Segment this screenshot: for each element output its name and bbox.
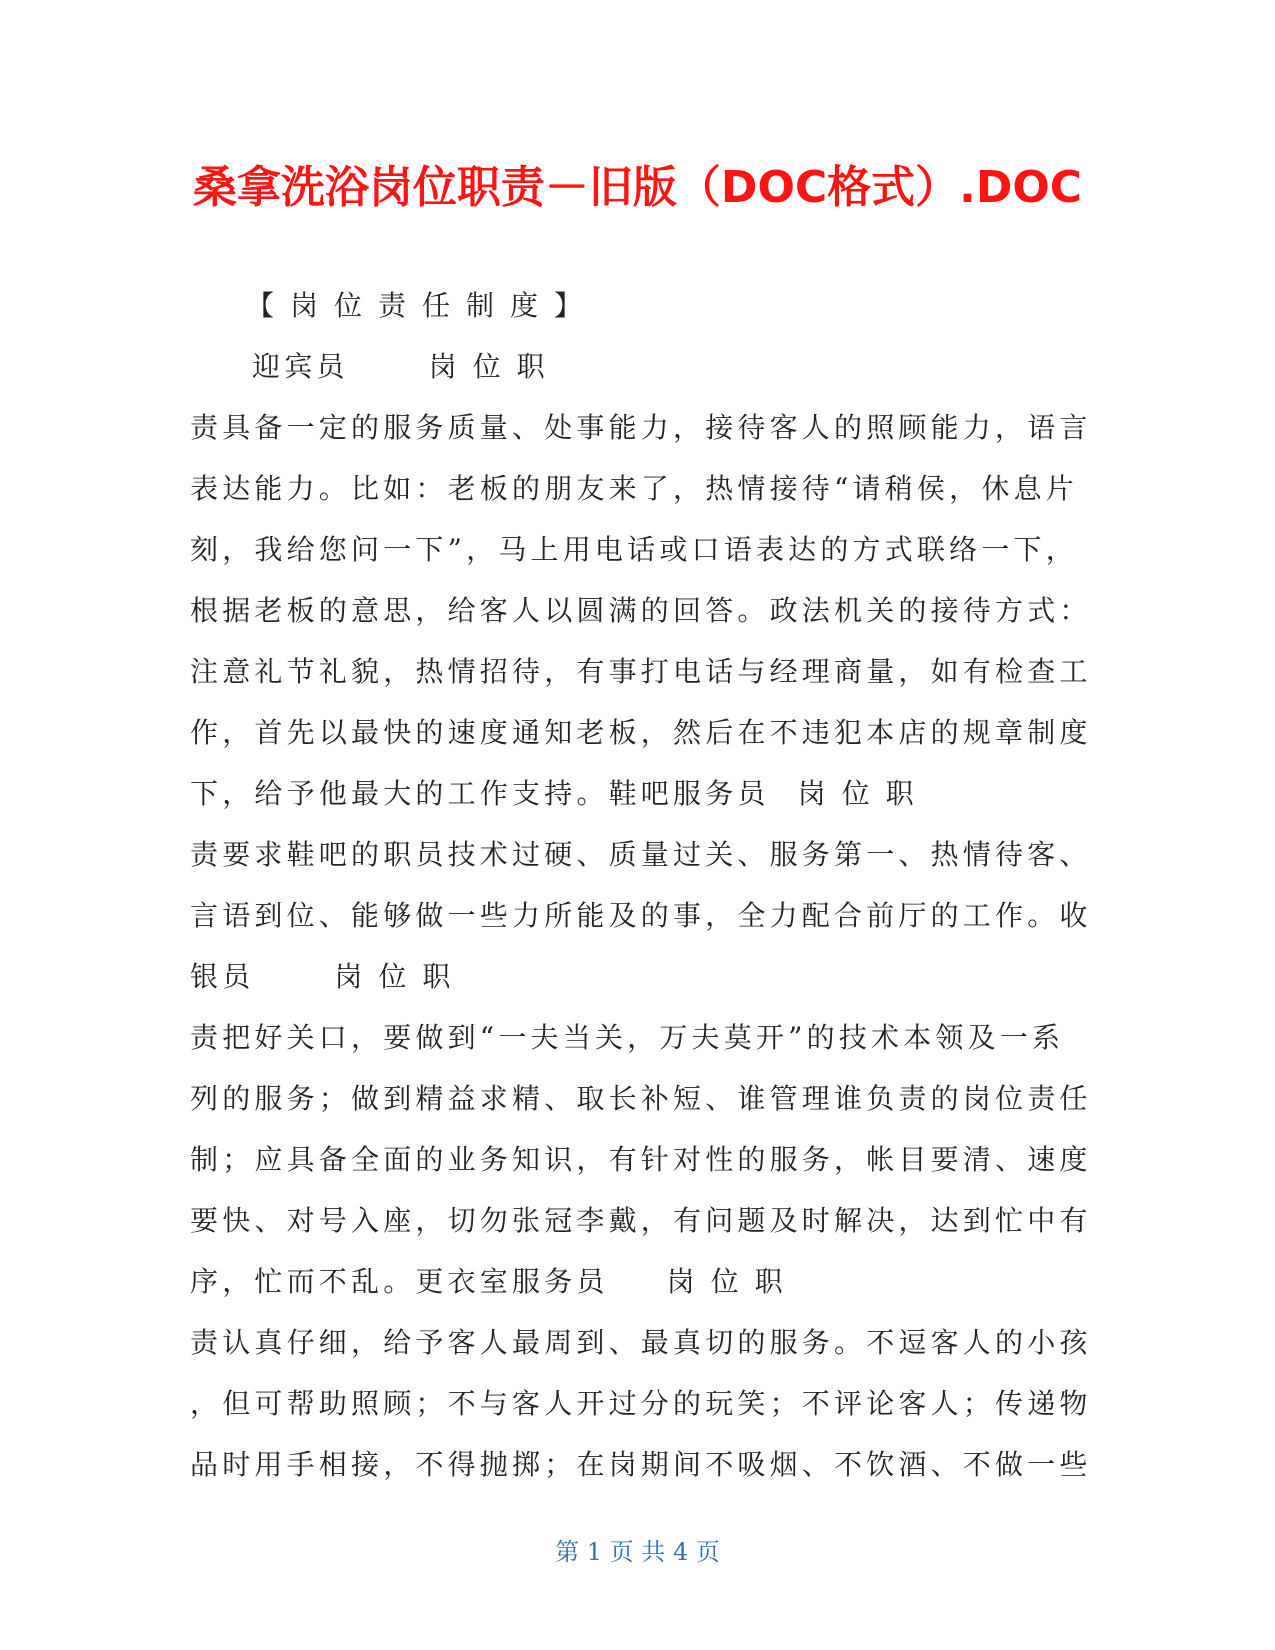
page-number-label: 第 1 页 共 4 页 <box>555 1538 720 1566</box>
document-body <box>190 275 1092 1495</box>
section-heading: 【岗位责任制度】 <box>246 289 599 322</box>
page-footer <box>0 1536 1275 1568</box>
paragraph-line: 刻，我给您问一下”，马上用电话或口语表达的方式联络一下， <box>190 533 1078 566</box>
paragraph-line <box>190 885 1092 946</box>
role-tag: 岗位职 <box>428 350 561 383</box>
role-label: 迎宾员 <box>252 350 349 383</box>
document-title: 桑拿洗浴岗位职责－旧版（DOC格式）.DOC <box>192 162 1083 213</box>
role-line-greeter <box>190 336 1070 397</box>
role-label: 鞋吧服务员 <box>608 777 770 810</box>
role-label: 银员 <box>190 960 255 993</box>
paragraph-line: 责具备一定的服务质量、处事能力，接待客人的照顾能力，语言 <box>190 411 1092 444</box>
paragraph-line <box>190 763 1070 824</box>
paragraph-line: 责把好关口，要做到“一夫当关，万夫莫开”的技术本领及一系 <box>190 1021 1065 1054</box>
role-label: 更衣室服务员 <box>415 1265 609 1298</box>
paragraph-line: 要快、对号入座，切勿张冠李戴，有问题及时解决，达到忙中有 <box>190 1204 1092 1237</box>
role-tag: 岗位职 <box>797 777 930 810</box>
paragraph-text: 言语到位、能够做一些力所能及的事，全力配合前厅的工作。 <box>190 899 1060 932</box>
paragraph-line: 根据老板的意思，给客人以圆满的回答。政法机关的接待方式： <box>190 594 1092 627</box>
paragraph-line: 列的服务；做到精益求精、取长补短、谁管理谁负责的岗位责任 <box>190 1082 1092 1115</box>
paragraph-line <box>190 1251 1070 1312</box>
paragraph-line: 责认真仔细，给予客人最周到、最真切的服务。不逗客人的小孩 <box>190 1326 1092 1359</box>
paragraph-line: 注意礼节礼貌，热情招待，有事打电话与经理商量，如有检查工 <box>190 655 1092 688</box>
paragraph-line: ，但可帮助照顾；不与客人开过分的玩笑；不评论客人；传递物 <box>190 1387 1092 1420</box>
paragraph-line: 品时用手相接，不得抛掷；在岗期间不吸烟、不饮酒、不做一些 <box>190 1448 1092 1481</box>
role-tag: 岗位职 <box>666 1265 799 1298</box>
paragraph-text: 序，忙而不乱。 <box>190 1265 416 1298</box>
role-tag: 岗位职 <box>334 960 467 993</box>
role-label: 收 <box>1059 899 1092 932</box>
paragraph-line: 表达能力。比如：老板的朋友来了，热情接待“请稍侯，休息片 <box>190 472 1078 505</box>
paragraph-line: 责要求鞋吧的职员技术过硬、质量过关、服务第一、热情待客、 <box>190 838 1092 871</box>
paragraph-line: 作，首先以最快的速度通知老板，然后在不违犯本店的规章制度 <box>190 716 1092 749</box>
paragraph-text: 下，给予他最大的工作支持。 <box>190 777 609 810</box>
paragraph-line: 制；应具备全面的业务知识，有针对性的服务，帐目要清、速度 <box>190 1143 1092 1176</box>
role-line-cashier <box>190 946 1070 1007</box>
